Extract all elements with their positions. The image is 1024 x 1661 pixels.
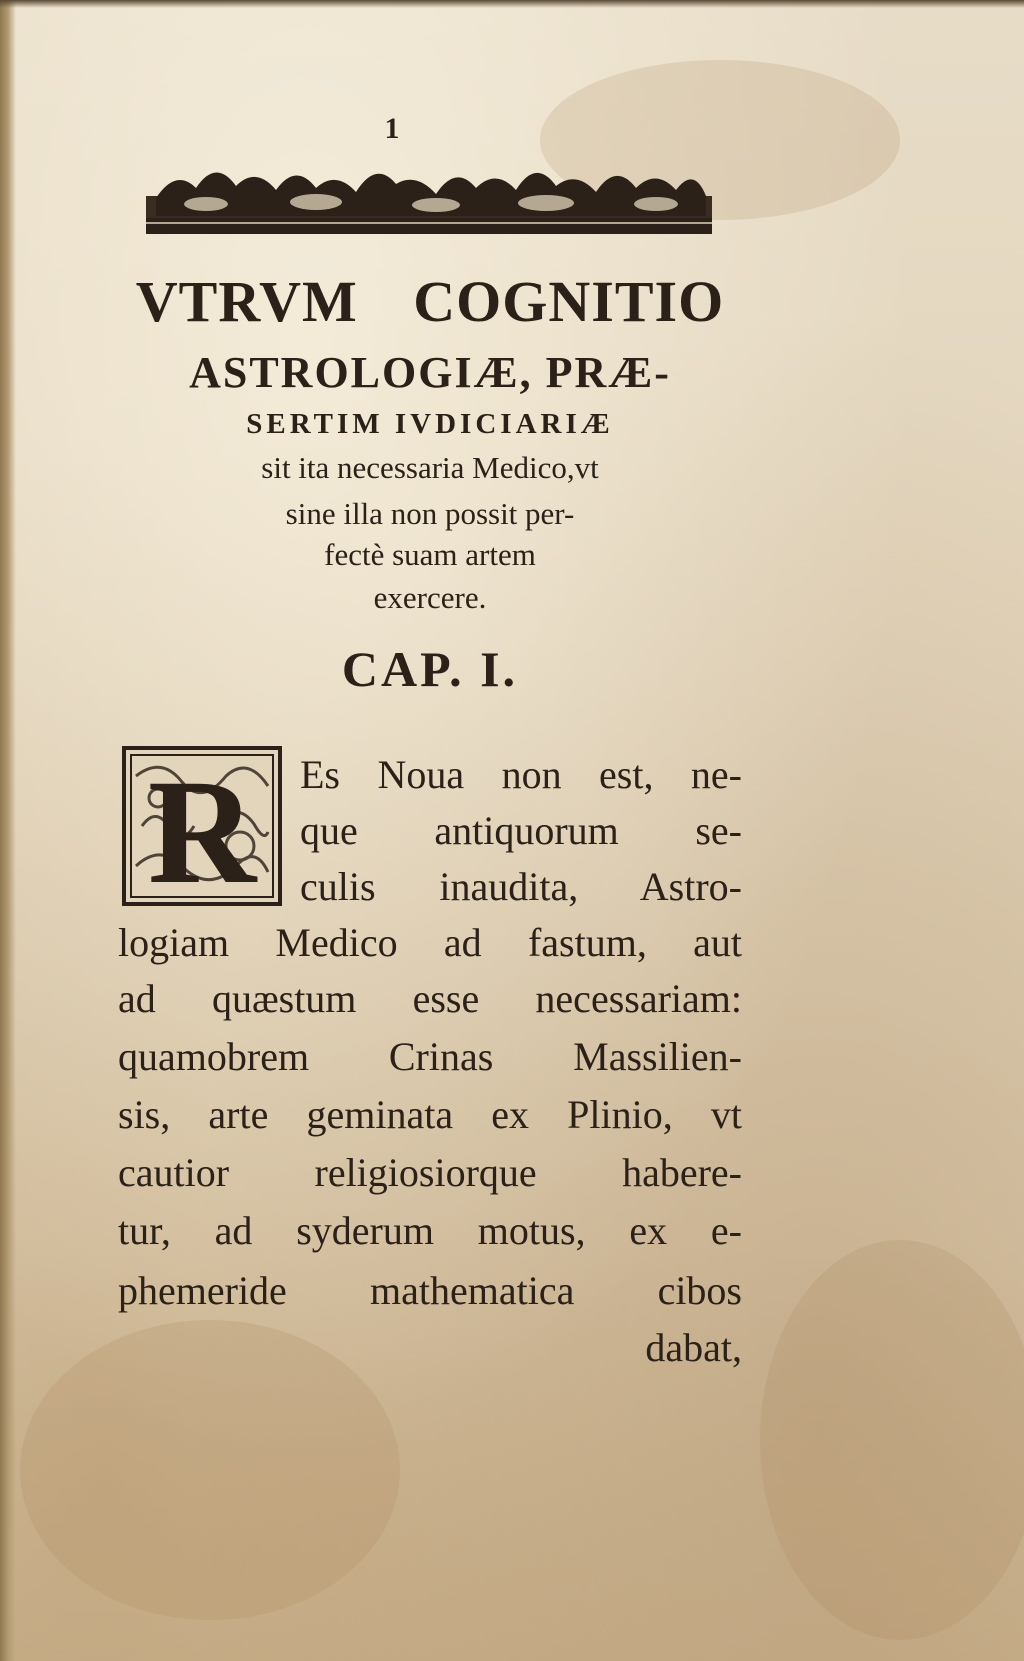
body-line: quamobrem Crinas Massilien-: [118, 1034, 742, 1079]
title-line-2: ASTROLOGIÆ, PRÆ-: [189, 348, 671, 397]
decorated-initial: [122, 746, 282, 906]
body-line: Es Noua non est, ne-: [300, 752, 742, 797]
catchword: dabat,: [645, 1325, 742, 1370]
body-line: logiam Medico ad fastum, aut: [118, 920, 742, 965]
title-line-3: SERTIM IVDICIARIÆ: [246, 408, 614, 440]
page-number: 1: [384, 112, 400, 145]
body-line: ad quæstum esse necessariam:: [118, 976, 742, 1021]
chapter-heading: CAP. I.: [341, 641, 519, 697]
body-line: phemeride mathematica cibos: [118, 1268, 742, 1313]
paper-stain: [760, 1240, 1024, 1640]
subtitle-line: sine illa non possit per-: [285, 496, 575, 531]
subtitle-line: sit ita necessaria Medico,vt: [261, 450, 599, 485]
drop-cap-letter: R: [147, 749, 257, 906]
body-line: que antiquorum se-: [300, 808, 742, 853]
body-line: cautior religiosiorque habere-: [118, 1150, 742, 1195]
woodcut-ornament: [146, 158, 712, 236]
body-line: tur, ad syderum motus, ex e-: [118, 1208, 742, 1253]
title-line-1: VTRVM COGNITIO: [135, 269, 725, 334]
paper-stain: [20, 1320, 400, 1620]
body-line: culis inaudita, Astro-: [300, 864, 742, 909]
page-top-edge: [0, 0, 1024, 8]
subtitle-line: fectè suam artem: [324, 537, 536, 572]
page-spine-shadow: [0, 0, 16, 1661]
body-line: sis, arte geminata ex Plinio, vt: [118, 1092, 742, 1137]
subtitle-line: exercere.: [373, 580, 487, 615]
